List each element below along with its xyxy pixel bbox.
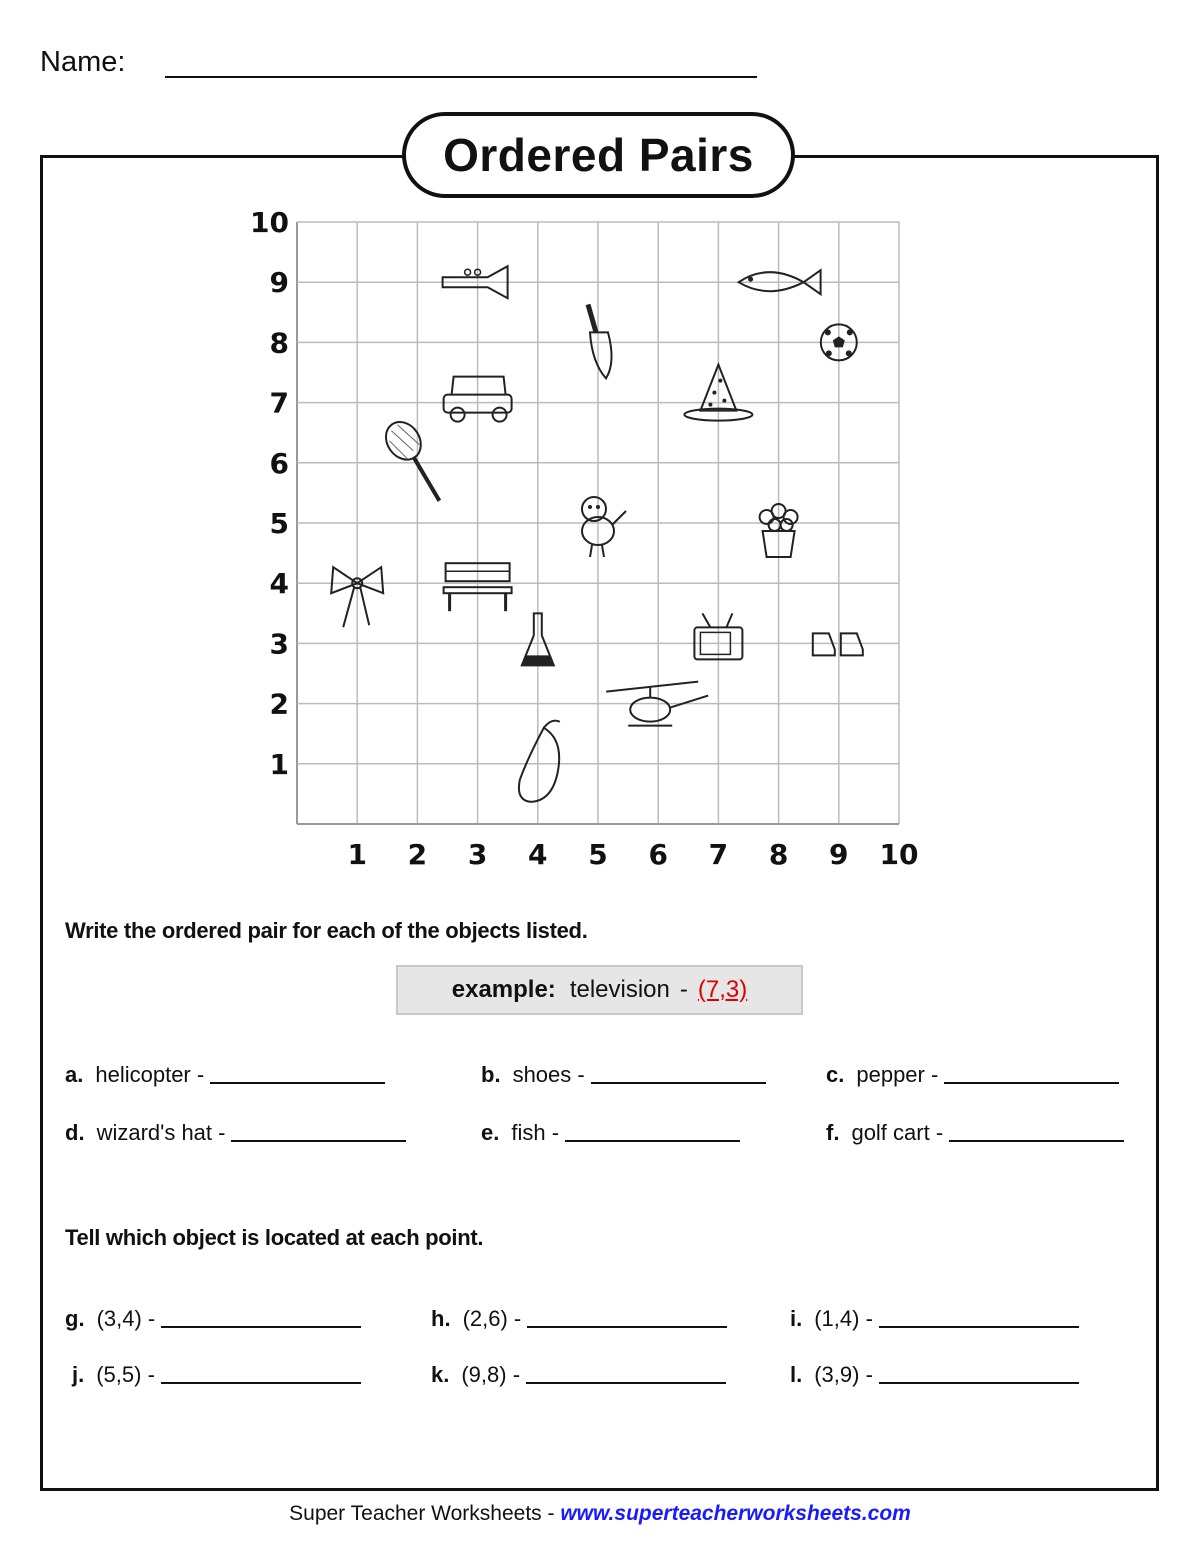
- question-b: [481, 1062, 766, 1088]
- footer-link[interactable]: www.superteacherworksheets.com: [560, 1502, 911, 1525]
- instruction-2: Tell which object is located at each point.: [65, 1225, 484, 1250]
- answer-blank[interactable]: [944, 1081, 1119, 1084]
- shoes-icon: [813, 633, 863, 655]
- answer-blank[interactable]: [161, 1325, 361, 1328]
- trowel-icon: [588, 304, 612, 378]
- y-tick-label: 8: [269, 326, 289, 360]
- question-j: [72, 1362, 361, 1388]
- answer-blank[interactable]: [591, 1081, 766, 1084]
- racket-icon: [379, 415, 440, 501]
- x-tick-label: 10: [879, 838, 919, 871]
- footer-text: Super Teacher Worksheets -: [289, 1502, 561, 1525]
- answer-blank[interactable]: [527, 1325, 727, 1328]
- name-row: [40, 46, 760, 86]
- question-l: [790, 1362, 1079, 1388]
- x-tick-label: 6: [648, 838, 668, 871]
- question-c: [826, 1062, 1119, 1088]
- x-tick-label: 9: [829, 838, 849, 871]
- x-tick-label: 8: [768, 838, 789, 871]
- y-tick-label: 5: [269, 507, 289, 540]
- coordinate-grid: [240, 210, 940, 880]
- example-box: [396, 965, 803, 1015]
- answer-blank[interactable]: [949, 1139, 1124, 1142]
- question-text: helicopter -: [95, 1062, 205, 1087]
- question-letter: b.: [481, 1062, 501, 1087]
- page-title: Ordered Pairs: [443, 129, 754, 181]
- question-letter: a.: [65, 1062, 84, 1087]
- question-letter: h.: [431, 1306, 451, 1331]
- question-e: [481, 1120, 740, 1146]
- y-tick-label: 6: [269, 446, 289, 480]
- question-h: [431, 1306, 727, 1332]
- y-tick-label: 4: [269, 567, 289, 601]
- question-text: (2,6) -: [462, 1306, 522, 1331]
- question-text: fish -: [511, 1120, 560, 1145]
- example-separator: -: [679, 976, 688, 1003]
- question-text: pepper -: [856, 1062, 939, 1087]
- y-tick-label: 3: [269, 627, 289, 661]
- answer-blank[interactable]: [231, 1139, 406, 1142]
- example-answer: (7,3): [697, 976, 748, 1003]
- x-tick-label: 4: [528, 838, 548, 871]
- question-i: [790, 1306, 1079, 1332]
- question-letter: e.: [481, 1120, 500, 1145]
- instruction-1: Write the ordered pair for each of the objects listed.: [65, 918, 588, 943]
- question-text: golf cart -: [851, 1120, 944, 1145]
- example-label: example:: [451, 976, 556, 1003]
- mango-icon: [519, 721, 560, 802]
- bird-icon: [582, 497, 626, 557]
- answer-blank[interactable]: [526, 1381, 726, 1384]
- question-a: [65, 1062, 385, 1088]
- question-g: [65, 1306, 361, 1332]
- question-text: shoes -: [512, 1062, 585, 1087]
- x-tick-label: 3: [467, 838, 488, 871]
- y-tick-label: 7: [269, 386, 289, 420]
- question-text: (5,5) -: [96, 1362, 155, 1387]
- y-tick-label: 1: [269, 747, 289, 781]
- y-tick-label: 10: [250, 210, 289, 239]
- question-letter: c.: [826, 1062, 845, 1087]
- question-f: [826, 1120, 1124, 1146]
- answer-blank[interactable]: [161, 1381, 361, 1384]
- name-blank-line[interactable]: [165, 76, 757, 78]
- x-tick-label: 1: [347, 838, 367, 871]
- x-tick-label: 5: [588, 838, 608, 871]
- question-text: (9,8) -: [461, 1362, 521, 1387]
- example-object: television: [569, 976, 670, 1003]
- question-k: [431, 1362, 726, 1388]
- question-letter: j.: [72, 1362, 85, 1387]
- question-letter: d.: [65, 1120, 85, 1145]
- question-letter: l.: [790, 1362, 803, 1387]
- y-tick-label: 9: [269, 266, 289, 300]
- question-text: (3,4) -: [96, 1306, 156, 1331]
- question-letter: i.: [790, 1306, 803, 1331]
- x-tick-label: 2: [407, 838, 428, 871]
- answer-blank[interactable]: [879, 1325, 1079, 1328]
- question-text: (3,9) -: [814, 1362, 873, 1387]
- footer: [0, 1502, 1200, 1526]
- title-badge: [402, 112, 795, 198]
- y-tick-label: 2: [269, 687, 289, 721]
- question-text: (1,4) -: [814, 1306, 873, 1331]
- question-letter: g.: [65, 1306, 85, 1331]
- x-tick-label: 7: [708, 838, 729, 871]
- name-label: Name:: [40, 46, 126, 78]
- answer-blank[interactable]: [210, 1081, 385, 1084]
- answer-blank[interactable]: [565, 1139, 740, 1142]
- question-text: wizard's hat -: [96, 1120, 226, 1145]
- question-letter: k.: [431, 1362, 450, 1387]
- question-letter: f.: [826, 1120, 840, 1145]
- question-d: [65, 1120, 406, 1146]
- answer-blank[interactable]: [879, 1381, 1079, 1384]
